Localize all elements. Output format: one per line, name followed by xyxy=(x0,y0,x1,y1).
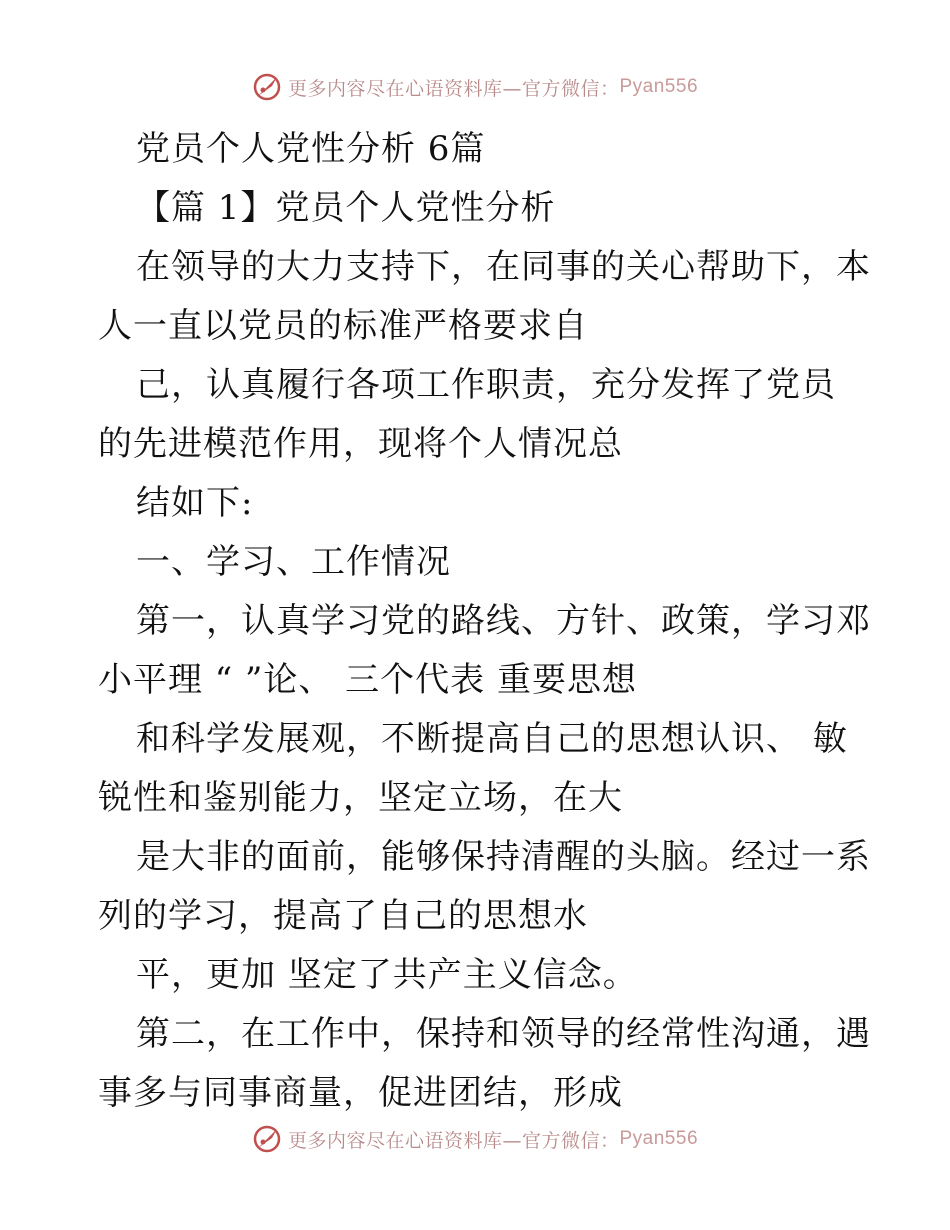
watermark-text: 更多内容尽在心语资料库—官方微信： xyxy=(287,77,620,100)
footer-watermark xyxy=(0,1124,950,1154)
paragraph-line: 和科学发展观，不断提高自己的思想认识、 敏 xyxy=(136,719,848,759)
paragraph-line: 己，认真履行各项工作职责，充分发挥了党员 xyxy=(136,365,836,405)
watermark-handle: Pyan556 xyxy=(619,76,699,97)
paragraph-line: 的先进模范作用，现将个人情况总 xyxy=(98,424,623,464)
doc-title: 党员个人党性分析 6篇 xyxy=(136,129,486,169)
header-watermark xyxy=(0,72,950,102)
paragraph-line: 锐性和鉴别能力，坚定立场，在大 xyxy=(98,778,623,818)
paragraph-line: 在领导的大力支持下，在同事的关心帮助下，本 xyxy=(136,247,871,287)
paragraph-line: 列的学习，提高了自己的思想水 xyxy=(98,896,588,936)
paragraph-line: 第一，认真学习党的路线、方针、政策，学习邓 xyxy=(136,601,871,641)
section-heading: 【篇 1】党员个人党性分析 xyxy=(136,188,556,228)
paragraph-line: 人一直以党员的标准严格要求自 xyxy=(98,306,588,346)
subsection-heading: 一、学习、工作情况 xyxy=(136,542,451,582)
paragraph-line: 小平理 “ ”论、 三个代表 重要思想 xyxy=(98,660,637,700)
paragraph-line: 平，更加 坚定了共产主义信念。 xyxy=(136,955,638,995)
paragraph-line: 结如下: xyxy=(136,483,254,523)
watermark-text: 更多内容尽在心语资料库—官方微信： xyxy=(287,1129,620,1152)
watermark-handle: Pyan556 xyxy=(619,1128,699,1149)
document-body xyxy=(98,120,871,1123)
paragraph-line: 第二，在工作中，保持和领导的经常性沟通，遇 xyxy=(136,1014,871,1054)
quill-logo-icon xyxy=(252,72,282,102)
paragraph-line: 事多与同事商量，促进团结，形成 xyxy=(98,1073,623,1113)
paragraph-line: 是大非的面前，能够保持清醒的头脑。经过一系 xyxy=(136,837,871,877)
quill-logo-icon xyxy=(252,1124,282,1154)
